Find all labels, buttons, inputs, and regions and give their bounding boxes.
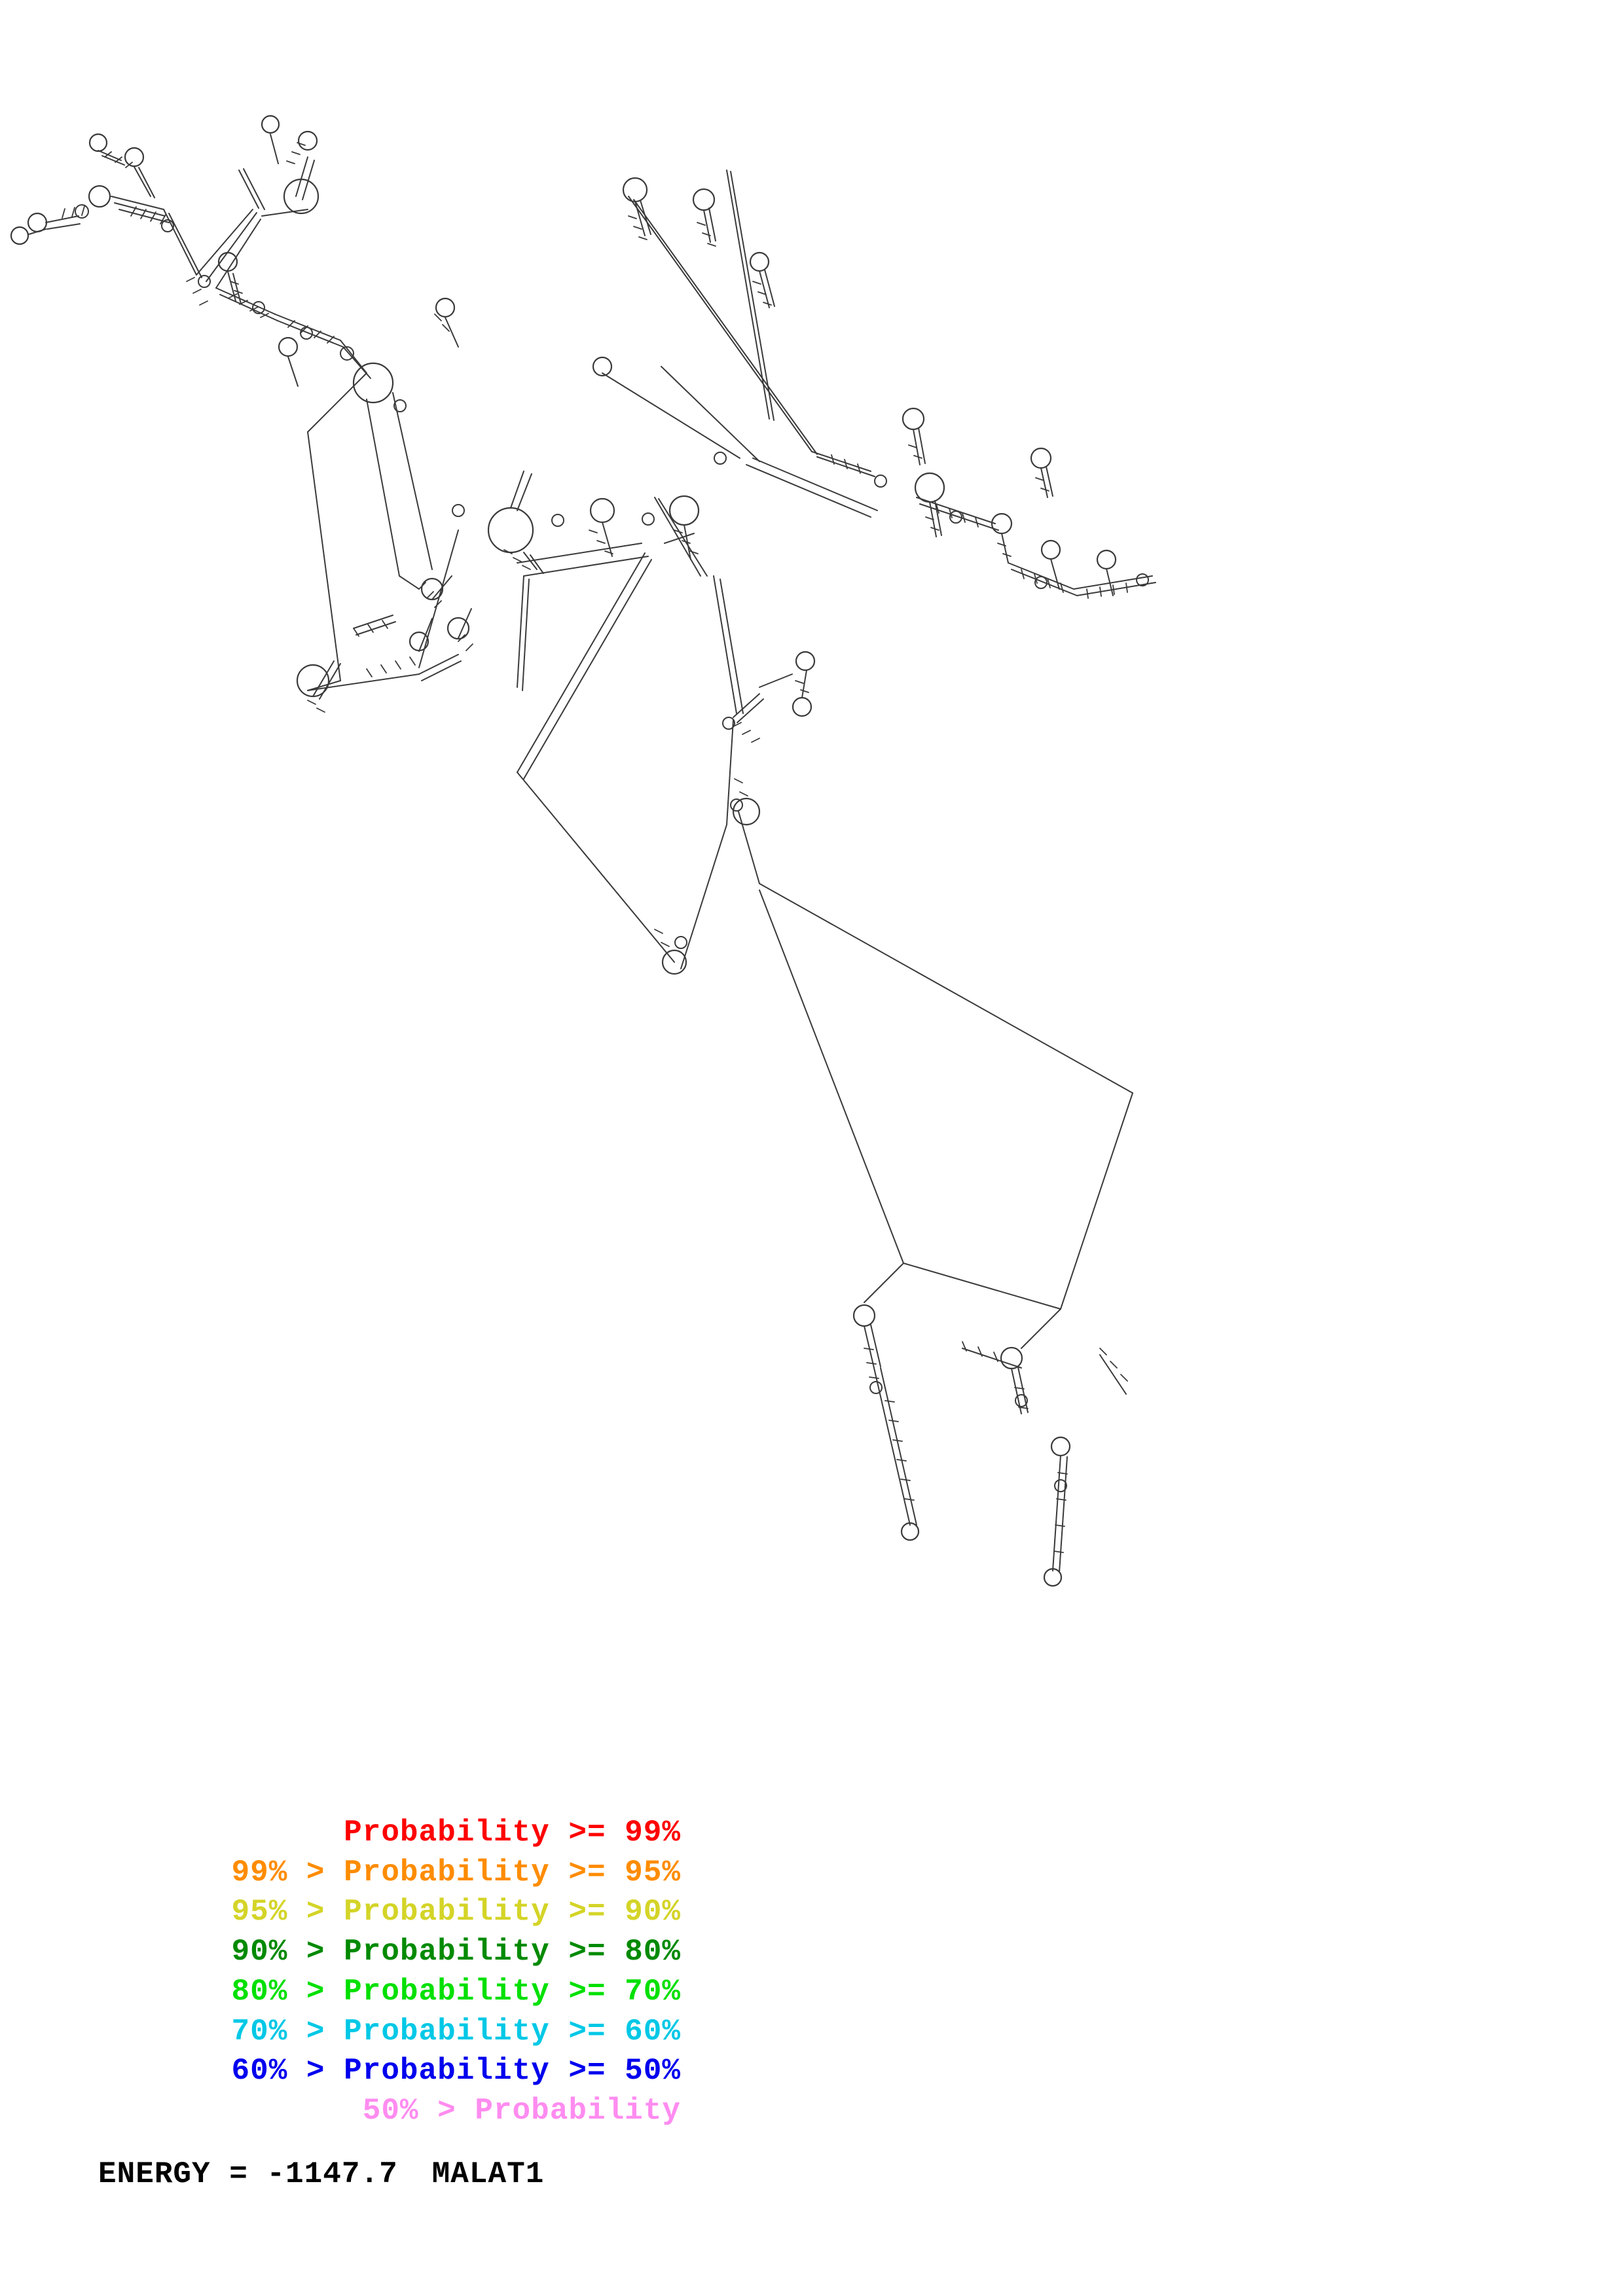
long-helix-connectors [196, 169, 1133, 1348]
energy-value: ENERGY = -1147.7 [98, 2157, 398, 2191]
molecule-name: MALAT1 [431, 2157, 545, 2191]
legend-row-7: 50% > Probability [362, 2094, 681, 2128]
legend-row-4: 80% > Probability >= 70% [231, 1974, 681, 2009]
helix-stems [29, 134, 1156, 1572]
legend-row-3: 90% > Probability >= 80% [231, 1935, 681, 1969]
hairpin-loops [11, 116, 1116, 1586]
legend-row-0: Probability >= 99% [344, 1816, 681, 1850]
probability-legend [0, 1813, 759, 2191]
legend-row-1: 99% > Probability >= 95% [231, 1855, 681, 1890]
legend-row-5: 70% > Probability >= 60% [231, 2014, 681, 2049]
energy-footer [0, 2131, 759, 2191]
internal-loops [75, 205, 1148, 1492]
base-tick-marks [62, 143, 1127, 1552]
legend-row-2: 95% > Probability >= 90% [231, 1895, 681, 1929]
legend-row-6: 60% > Probability >= 50% [231, 2054, 681, 2089]
